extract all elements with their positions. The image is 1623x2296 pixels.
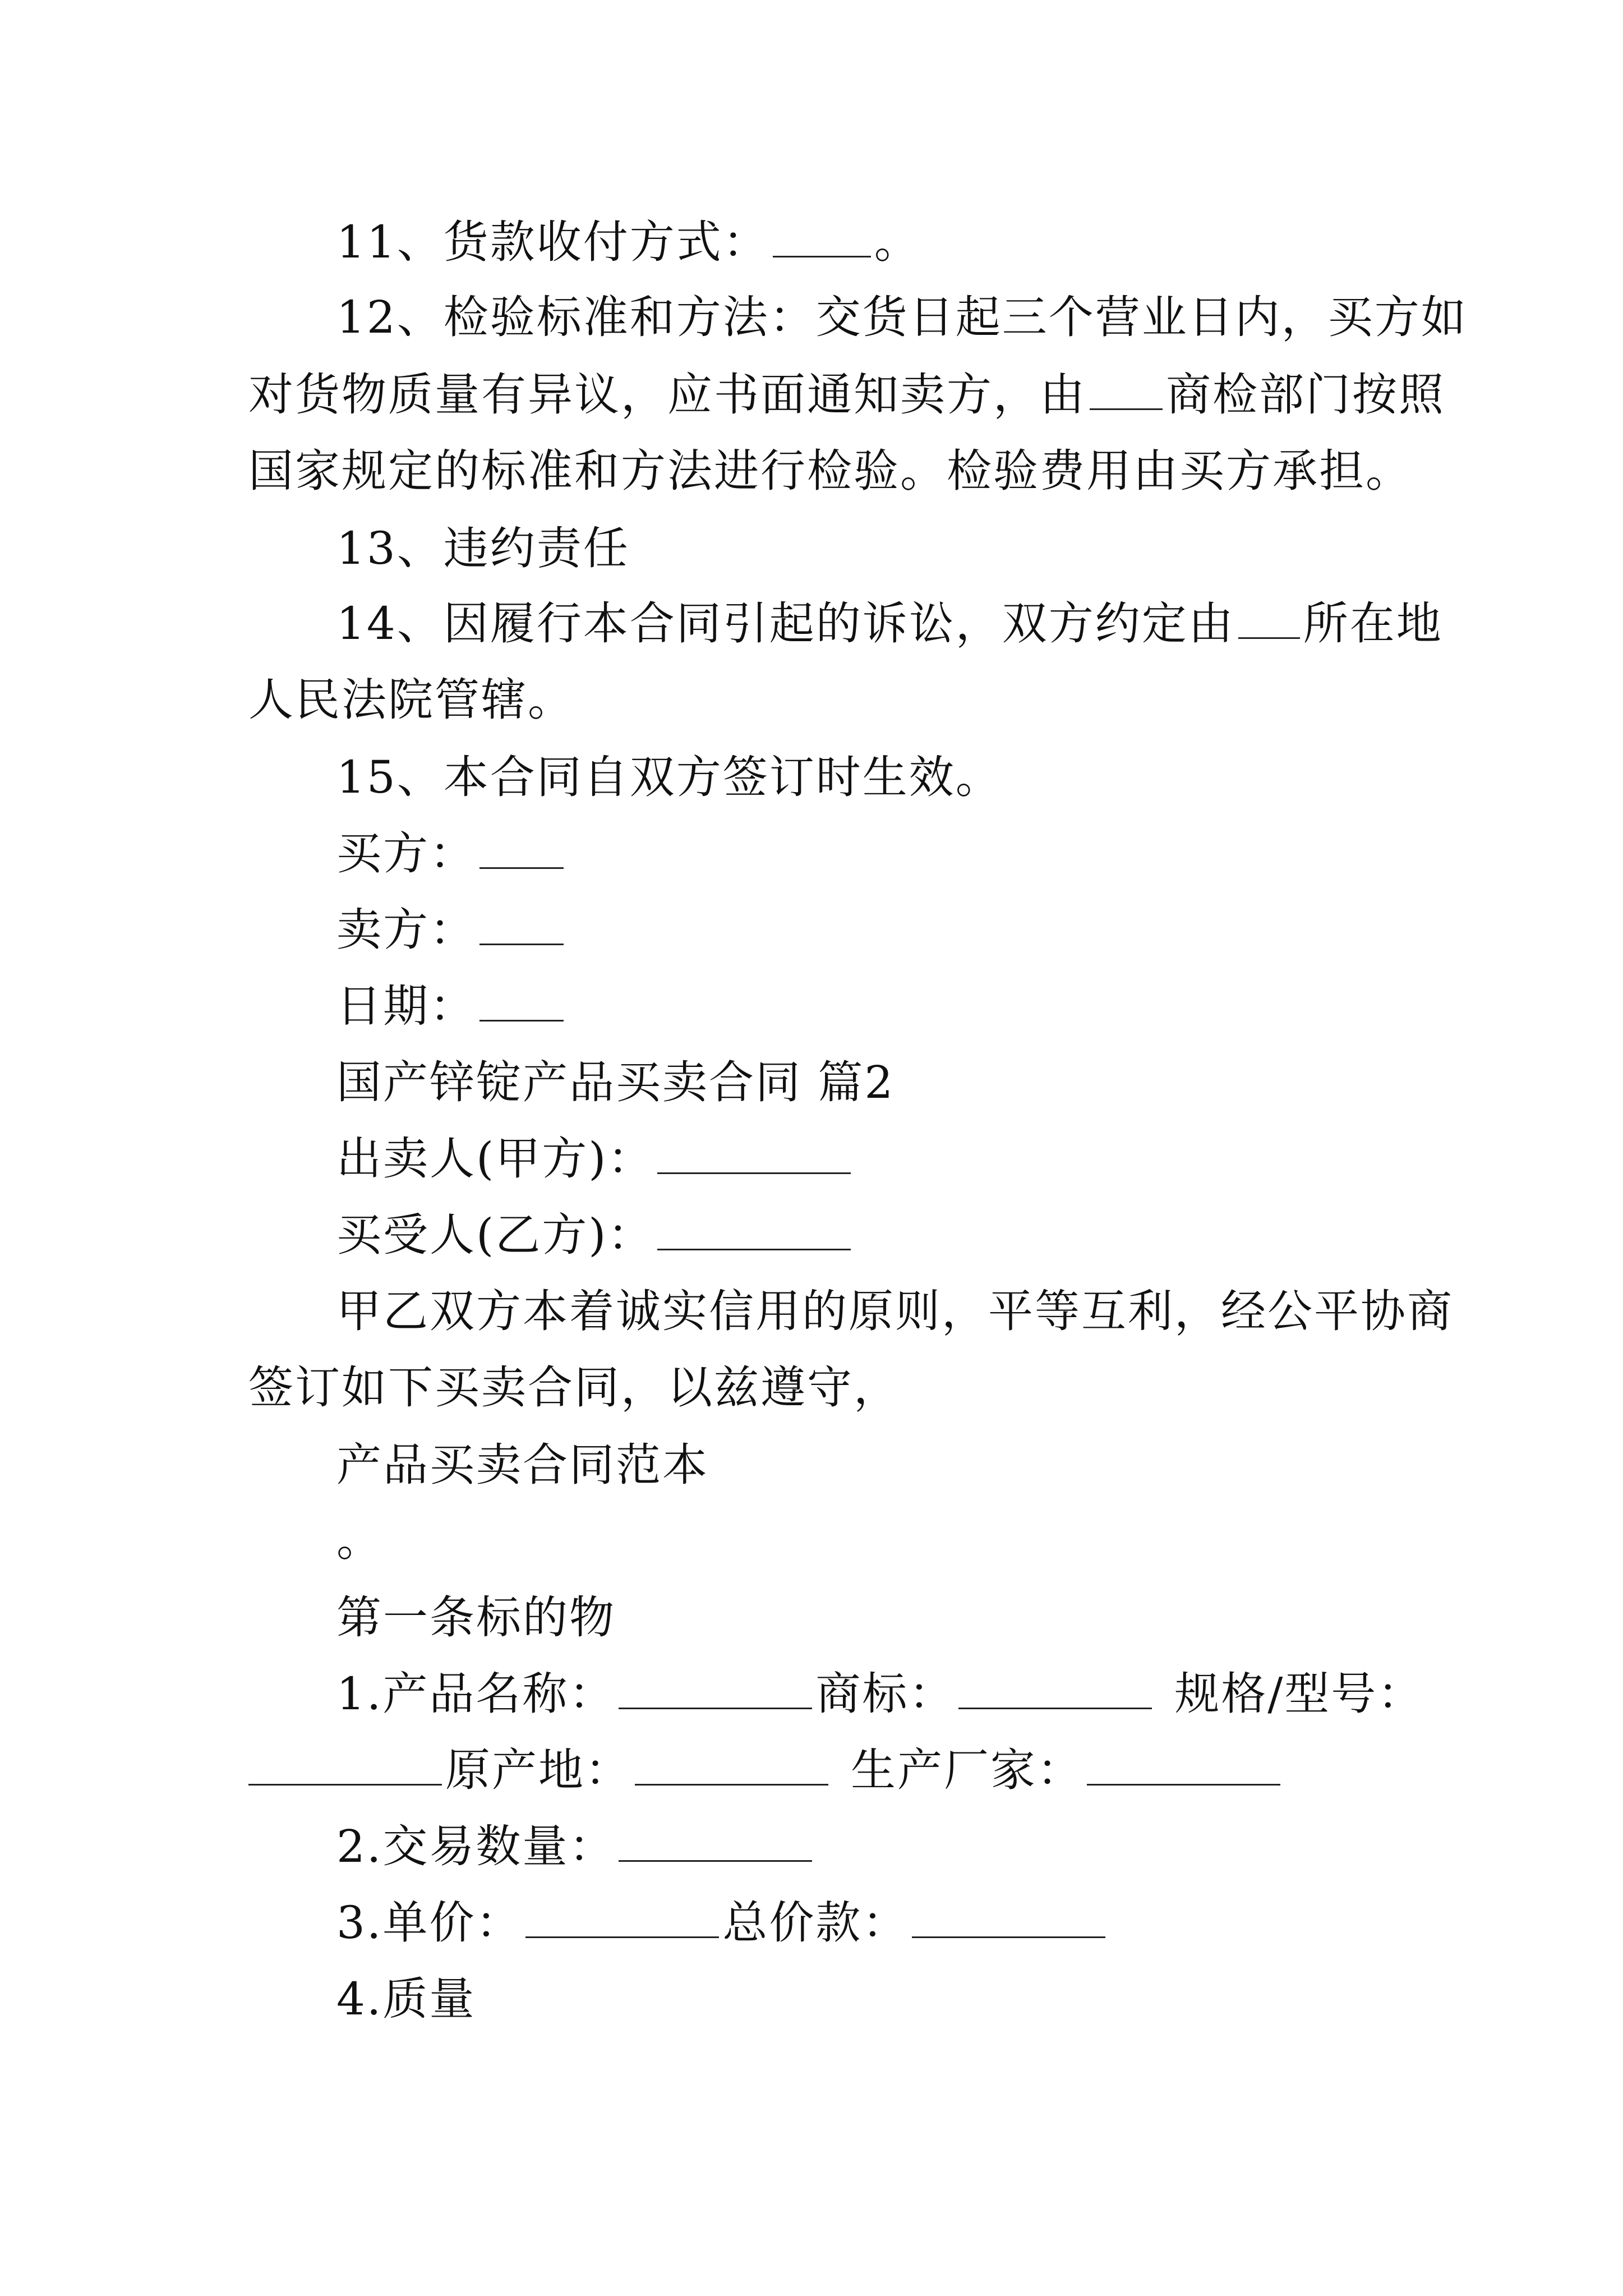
- item-3: [336, 1896, 1109, 1950]
- date-blank: [479, 979, 564, 1022]
- stray-period: [336, 1513, 383, 1567]
- clause-11-end: 。: [874, 216, 921, 268]
- sample-heading-text: 产品买卖合同范本: [336, 1439, 709, 1491]
- clause-11: [336, 215, 921, 269]
- unit-price-label: 3.单价：: [336, 1897, 523, 1949]
- spec-blank: [248, 1743, 442, 1786]
- clause-12-line1: [336, 291, 1468, 344]
- sample-heading: [336, 1438, 709, 1492]
- clause-14-text-1a: 14、因履行本合同引起的诉讼，双方约定由: [336, 597, 1235, 650]
- buyer-label: 买方：: [336, 827, 476, 880]
- item-4: [336, 1972, 476, 2026]
- party-b-line: [336, 1208, 854, 1262]
- clause-12-line2: [248, 368, 1445, 422]
- maker-label: 生产厂家：: [851, 1744, 1083, 1796]
- article-1-heading: [336, 1591, 616, 1645]
- origin-blank: [635, 1743, 828, 1786]
- item-2: [336, 1820, 815, 1874]
- quantity-blank: [619, 1820, 812, 1862]
- product-name-label: 1.产品名称：: [336, 1668, 616, 1720]
- party-b-blank: [657, 1208, 851, 1250]
- party-a-blank: [657, 1132, 851, 1174]
- clause-12-text-2a: 对货物质量有异议，应书面通知卖方，由: [248, 369, 1086, 421]
- court-location-blank: [1238, 597, 1300, 639]
- seller-blank: [479, 903, 564, 945]
- clause-11-text: 11、货款收付方式：: [336, 216, 769, 268]
- clause-14-line2: [248, 673, 574, 727]
- clause-15-text: 15、本合同自双方签订时生效。: [336, 751, 1002, 803]
- buyer-blank: [479, 827, 564, 869]
- section-title-2: [336, 1056, 895, 1110]
- party-a-label: 出卖人(甲方)：: [336, 1133, 654, 1185]
- total-price-blank: [912, 1896, 1105, 1938]
- item-1-line1: [336, 1667, 1424, 1721]
- clause-12-line3: [248, 444, 1412, 498]
- origin-label: 原产地：: [445, 1744, 631, 1796]
- clause-12-text-3: 国家规定的标准和方法进行检验。检验费用由买方承担。: [248, 445, 1412, 497]
- clause-14-text-1b: 所在地: [1303, 597, 1443, 650]
- date-label: 日期：: [336, 980, 476, 1032]
- quantity-label: 2.交易数量：: [336, 1820, 616, 1872]
- article-1-text: 第一条标的物: [336, 1591, 616, 1644]
- brand-label: 商标：: [815, 1668, 956, 1720]
- product-name-blank: [619, 1667, 812, 1709]
- party-a-line: [336, 1132, 854, 1186]
- seller-label: 卖方：: [336, 904, 476, 956]
- clause-12-text-1: 12、检验标准和方法：交货日起三个营业日内，买方如: [336, 291, 1468, 343]
- intro-line2: [248, 1361, 900, 1415]
- quality-label: 4.质量: [336, 1973, 476, 2025]
- clause-13-text: 13、违约责任: [336, 522, 630, 574]
- clause-14-text-2: 人民法院管辖。: [248, 674, 574, 726]
- stray-period-text: 。: [336, 1514, 383, 1566]
- section-title-text: 国产锌锭产品买卖合同 篇2: [336, 1056, 895, 1108]
- intro-line1: [336, 1285, 1454, 1338]
- maker-blank: [1087, 1743, 1280, 1786]
- unit-price-blank: [525, 1896, 719, 1938]
- date-line: [336, 979, 567, 1033]
- clause-12-text-2b: 商检部门按照: [1166, 369, 1445, 421]
- spec-label: 规格/型号：: [1174, 1668, 1424, 1720]
- total-price-label: 总价款：: [722, 1897, 909, 1949]
- party-b-label: 买受人(乙方)：: [336, 1209, 654, 1261]
- payment-method-blank: [773, 215, 871, 257]
- brand-blank: [958, 1667, 1152, 1709]
- clause-14-line1: [336, 597, 1443, 651]
- buyer-line: [336, 827, 567, 881]
- clause-15: [336, 751, 1002, 804]
- seller-line: [336, 903, 567, 957]
- inspection-dept-blank: [1090, 368, 1163, 410]
- item-1-line2: [248, 1743, 1284, 1797]
- intro-text-1: 甲乙双方本着诚实信用的原则，平等互利，经公平协商: [336, 1285, 1454, 1337]
- intro-text-2: 签订如下买卖合同，以兹遵守，: [248, 1361, 900, 1414]
- clause-13: [336, 522, 630, 576]
